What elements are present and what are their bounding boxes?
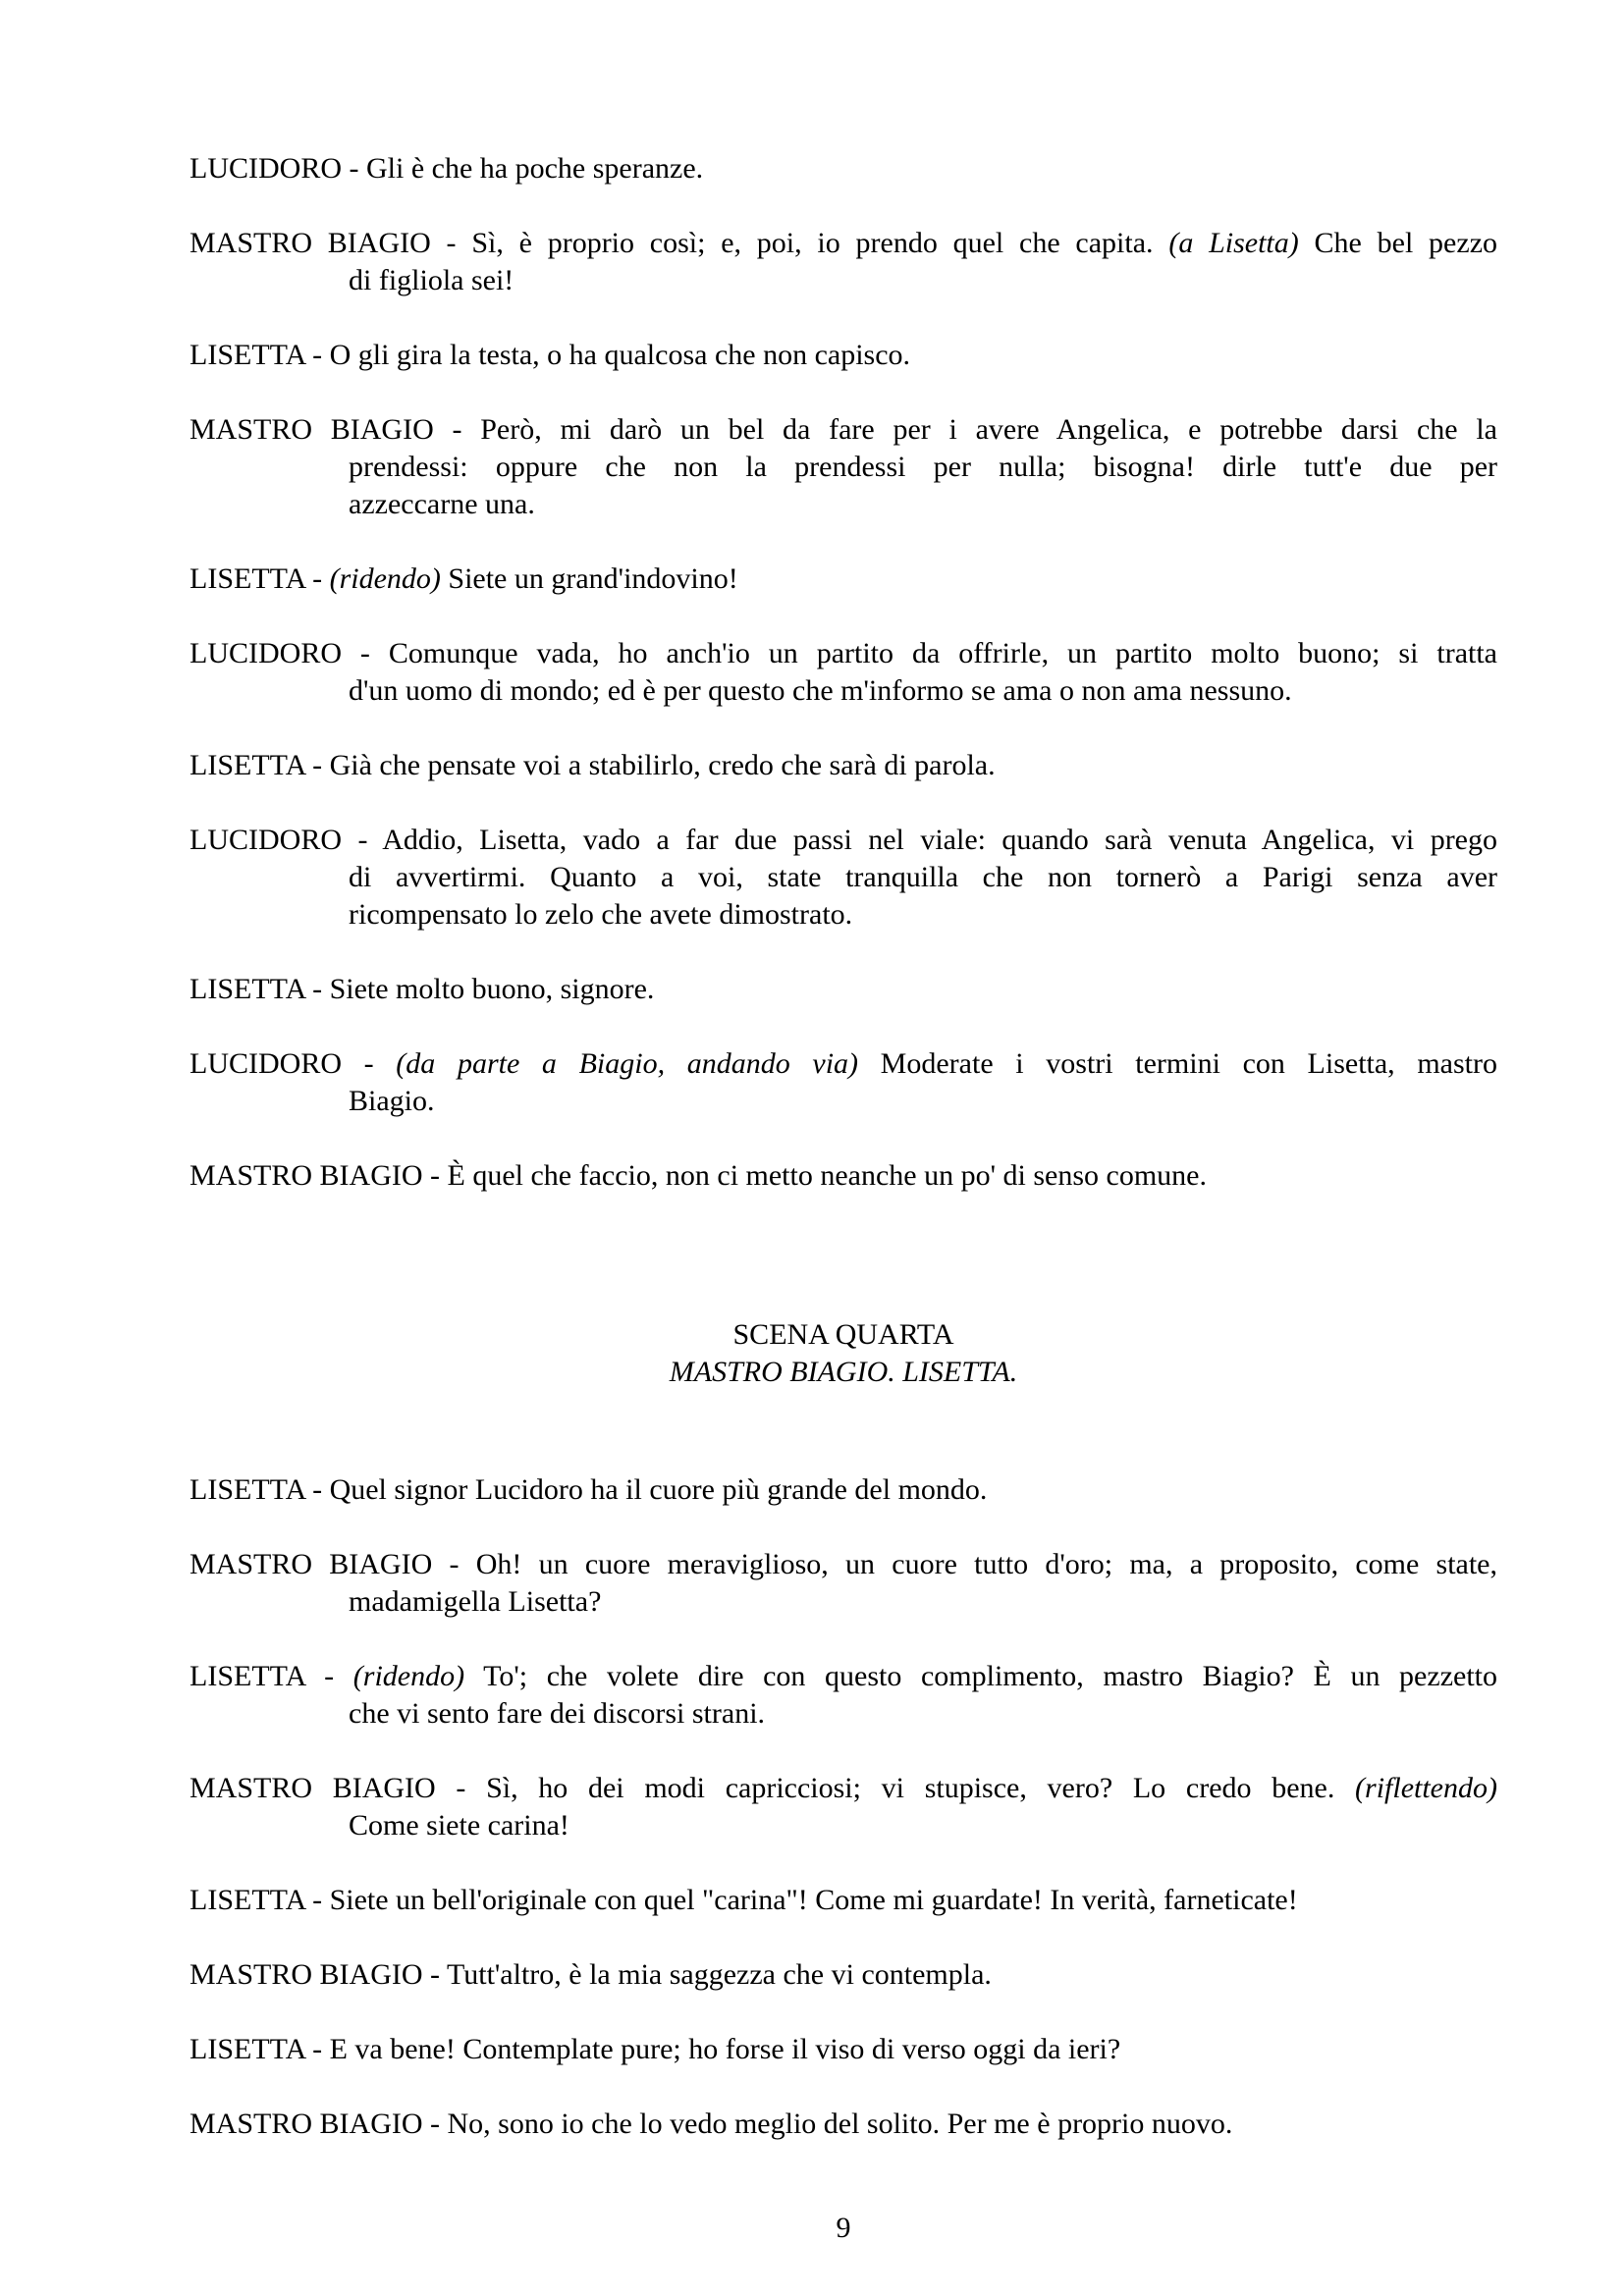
dialogue-text: azzeccarne una.	[349, 488, 535, 520]
dialogue-text: LISETTA - Siete un bell'originale con quel "carina"! Come mi guardate! In verità, farneticate!	[189, 1884, 1298, 1916]
dialogue-line	[189, 411, 1497, 449]
stage-direction: (ridendo)	[329, 562, 441, 595]
scene-characters: MASTRO BIAGIO. LISETTA.	[669, 1356, 1018, 1388]
dialogue-line	[189, 486, 1497, 523]
dialogue-line	[189, 150, 1497, 187]
dialogue-line	[189, 1471, 1497, 1509]
dialogue-paragraph	[189, 1658, 1497, 1733]
dialogue-line	[189, 561, 1497, 598]
dialogue-line	[189, 896, 1497, 934]
dialogue-text: LISETTA -	[189, 562, 330, 595]
dialogue-text: MASTRO BIAGIO - Però, mi darò un bel da fare per i avere Angelica, e potrebbe darsi che la	[189, 413, 1497, 446]
dialogue-paragraph	[189, 1045, 1497, 1120]
dialogue-line	[189, 2106, 1497, 2143]
dialogue-line	[189, 672, 1497, 710]
dialogue-text: Come siete carina!	[349, 1809, 569, 1842]
dialogue-text: di figliola sei!	[349, 264, 514, 296]
dialogue-text: prendessi: oppure che non la prendessi per nulla; bisogna! dirle tutt'e due per	[349, 451, 1497, 483]
dialogue-text: Siete un grand'indovino!	[440, 562, 738, 595]
dialogue-text: LISETTA - Siete molto buono, signore.	[189, 973, 655, 1005]
dialogue-line	[189, 747, 1497, 784]
dialogue-paragraph	[189, 2106, 1497, 2143]
dialogue-line	[189, 1956, 1497, 1994]
dialogue-text: LUCIDORO -	[189, 1047, 397, 1080]
stage-direction: (riflettendo)	[1355, 1772, 1497, 1804]
dialogue-text: LUCIDORO - Comunque vada, ho anch'io un partito da offrirle, un partito molto buono; si tratta	[189, 637, 1497, 669]
dialogue-line	[189, 337, 1497, 374]
stage-direction: (ridendo)	[352, 1660, 465, 1692]
dialogue-text: LISETTA - Già che pensate voi a stabilirlo, credo che sarà di parola.	[189, 749, 996, 781]
dialogue-text: che vi sento fare dei discorsi strani.	[349, 1697, 766, 1730]
dialogue-line	[189, 1695, 1497, 1733]
dialogue-paragraph	[189, 1546, 1497, 1621]
dialogue-paragraph	[189, 822, 1497, 934]
dialogue-text: MASTRO BIAGIO - Sì, è proprio così; e, poi, io prendo quel che capita.	[189, 227, 1169, 259]
dialogue-line	[189, 1583, 1497, 1621]
stage-direction: (da parte a Biagio, andando via)	[396, 1047, 859, 1080]
dialogue-paragraph	[189, 1956, 1497, 1994]
dialogue-text: d'un uomo di mondo; ed è per questo che m'informo se ama o non ama nessuno.	[349, 674, 1292, 707]
dialogue-line	[189, 225, 1497, 262]
dialogue-paragraph	[189, 225, 1497, 299]
dialogue-text: MASTRO BIAGIO - Oh! un cuore meraviglioso, un cuore tutto d'oro; ma, a proposito, come state,	[189, 1548, 1497, 1580]
dialogue-section-scene-three	[189, 150, 1497, 1195]
dialogue-text: LUCIDORO - Gli è che ha poche speranze.	[189, 152, 704, 185]
dialogue-paragraph	[189, 1157, 1497, 1195]
dialogue-text: LISETTA - Quel signor Lucidoro ha il cuore più grande del mondo.	[189, 1473, 988, 1506]
dialogue-paragraph	[189, 150, 1497, 187]
dialogue-line	[189, 449, 1497, 486]
dialogue-text: MASTRO BIAGIO - È quel che faccio, non ci metto neanche un po' di senso comune.	[189, 1159, 1207, 1192]
dialogue-line	[189, 1083, 1497, 1120]
dialogue-text: To'; che volete dire con questo complimento, mastro Biagio? È un pezzetto	[464, 1660, 1497, 1692]
dialogue-line	[189, 859, 1497, 896]
dialogue-text: MASTRO BIAGIO - Tutt'altro, è la mia saggezza che vi contempla.	[189, 1958, 992, 1991]
dialogue-line	[189, 262, 1497, 299]
dialogue-paragraph	[189, 1471, 1497, 1509]
dialogue-text: di avvertirmi. Quanto a voi, state tranquilla che non tornerò a Parigi senza aver	[349, 861, 1497, 893]
dialogue-text: Che bel pezzo	[1298, 227, 1497, 259]
dialogue-paragraph	[189, 411, 1497, 523]
dialogue-paragraph	[189, 1882, 1497, 1919]
dialogue-line	[189, 1045, 1497, 1083]
dialogue-paragraph	[189, 635, 1497, 710]
dialogue-line	[189, 1770, 1497, 1807]
dialogue-text: MASTRO BIAGIO - No, sono io che lo vedo meglio del solito. Per me è proprio nuovo.	[189, 2108, 1233, 2140]
dialogue-text: LISETTA - E va bene! Contemplate pure; ho forse il viso di verso oggi da ieri?	[189, 2033, 1121, 2065]
dialogue-line	[189, 971, 1497, 1008]
dialogue-paragraph	[189, 337, 1497, 374]
dialogue-line	[189, 635, 1497, 672]
page-number: 9	[836, 2212, 851, 2244]
dialogue-text: LISETTA -	[189, 1660, 353, 1692]
dialogue-paragraph	[189, 1770, 1497, 1844]
scene-title: SCENA QUARTA	[732, 1318, 954, 1351]
dialogue-line	[189, 1546, 1497, 1583]
dialogue-line	[189, 1807, 1497, 1844]
dialogue-paragraph	[189, 747, 1497, 784]
dialogue-line	[189, 1658, 1497, 1695]
dialogue-paragraph	[189, 561, 1497, 598]
dialogue-line	[189, 2031, 1497, 2068]
dialogue-text: Biagio.	[349, 1085, 435, 1117]
dialogue-text: LISETTA - O gli gira la testa, o ha qualcosa che non capisco.	[189, 339, 911, 371]
dialogue-section-scene-four	[189, 1471, 1497, 2143]
dialogue-text: LUCIDORO - Addio, Lisetta, vado a far due passi nel viale: quando sarà venuta Angelica, vi prego	[189, 824, 1497, 856]
stage-direction: (a Lisetta)	[1168, 227, 1299, 259]
dialogue-line	[189, 822, 1497, 859]
dialogue-line	[189, 1882, 1497, 1919]
dialogue-text: ricompensato lo zelo che avete dimostrato.	[349, 898, 853, 931]
dialogue-text: madamigella Lisetta?	[349, 1585, 602, 1618]
dialogue-text: MASTRO BIAGIO - Sì, ho dei modi capricciosi; vi stupisce, vero? Lo credo bene.	[189, 1772, 1356, 1804]
dialogue-text: Moderate i vostri termini con Lisetta, mastro	[858, 1047, 1497, 1080]
dialogue-line	[189, 1157, 1497, 1195]
scene-heading	[189, 1316, 1497, 1391]
dialogue-paragraph	[189, 971, 1497, 1008]
dialogue-paragraph	[189, 2031, 1497, 2068]
